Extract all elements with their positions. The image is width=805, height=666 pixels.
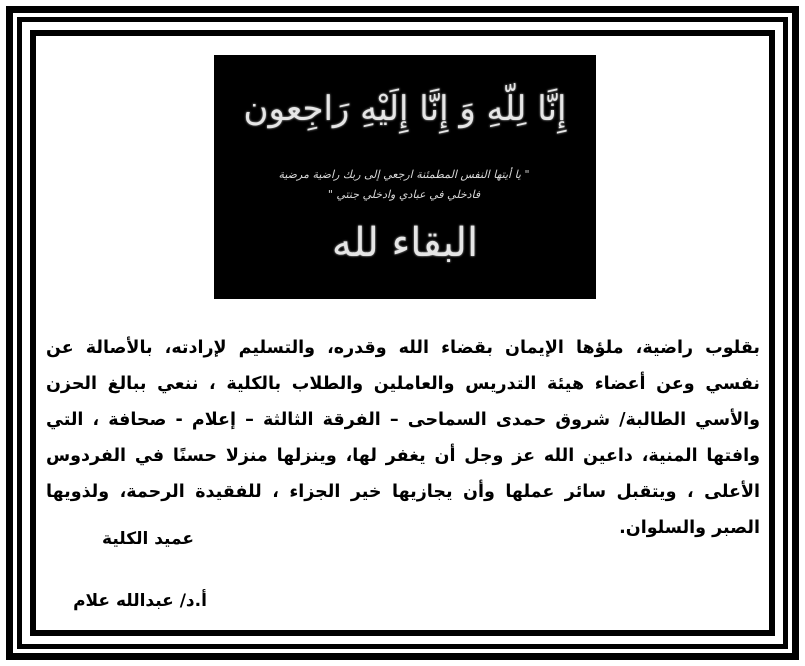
condolence-banner	[214, 55, 596, 299]
signature-name: أ.د/ عبدالله علام	[73, 591, 207, 611]
quote-line-2: فادخلي في عبادي وادخلي جنتي "	[327, 188, 481, 201]
quran-verse: إِنَّا لِلّهِ وَ إِنَّا إِلَيْهِ رَاجِعون	[243, 89, 567, 129]
quote-line-1: " يا أيتها النفس المطمئنة ارجعي إلى ربك راضية مرضية	[278, 168, 530, 181]
quran-quote	[254, 165, 554, 205]
signature-title: عميد الكلية	[102, 529, 194, 549]
announcement-body: بقلوب راضية، ملؤها الإيمان بقضاء الله وقدره، والتسليم لإرادته، بالأصالة عن نفسي وعن أعضاء هيئة التدريس والعاملين والطلاب بالكلية ، ننعي ببالغ الحزن والأسي الطالبة/ شروق حمدى السماحى – الفرقة الثالثة – إعلام - صحافة ، التي وافتها المنية، داعين الله عز وجل أن يغفر لها، وينزلها منزلا حسنًا في الفردوس الأعلى ، ويتقبل سائر عملها وأن يجازيها خير الجزاء ، للفقيدة الرحمة، ولذويها الصبر والسلوان.	[46, 338, 760, 538]
baqa-lillah-calligraphy: البقاء لله	[331, 220, 479, 266]
